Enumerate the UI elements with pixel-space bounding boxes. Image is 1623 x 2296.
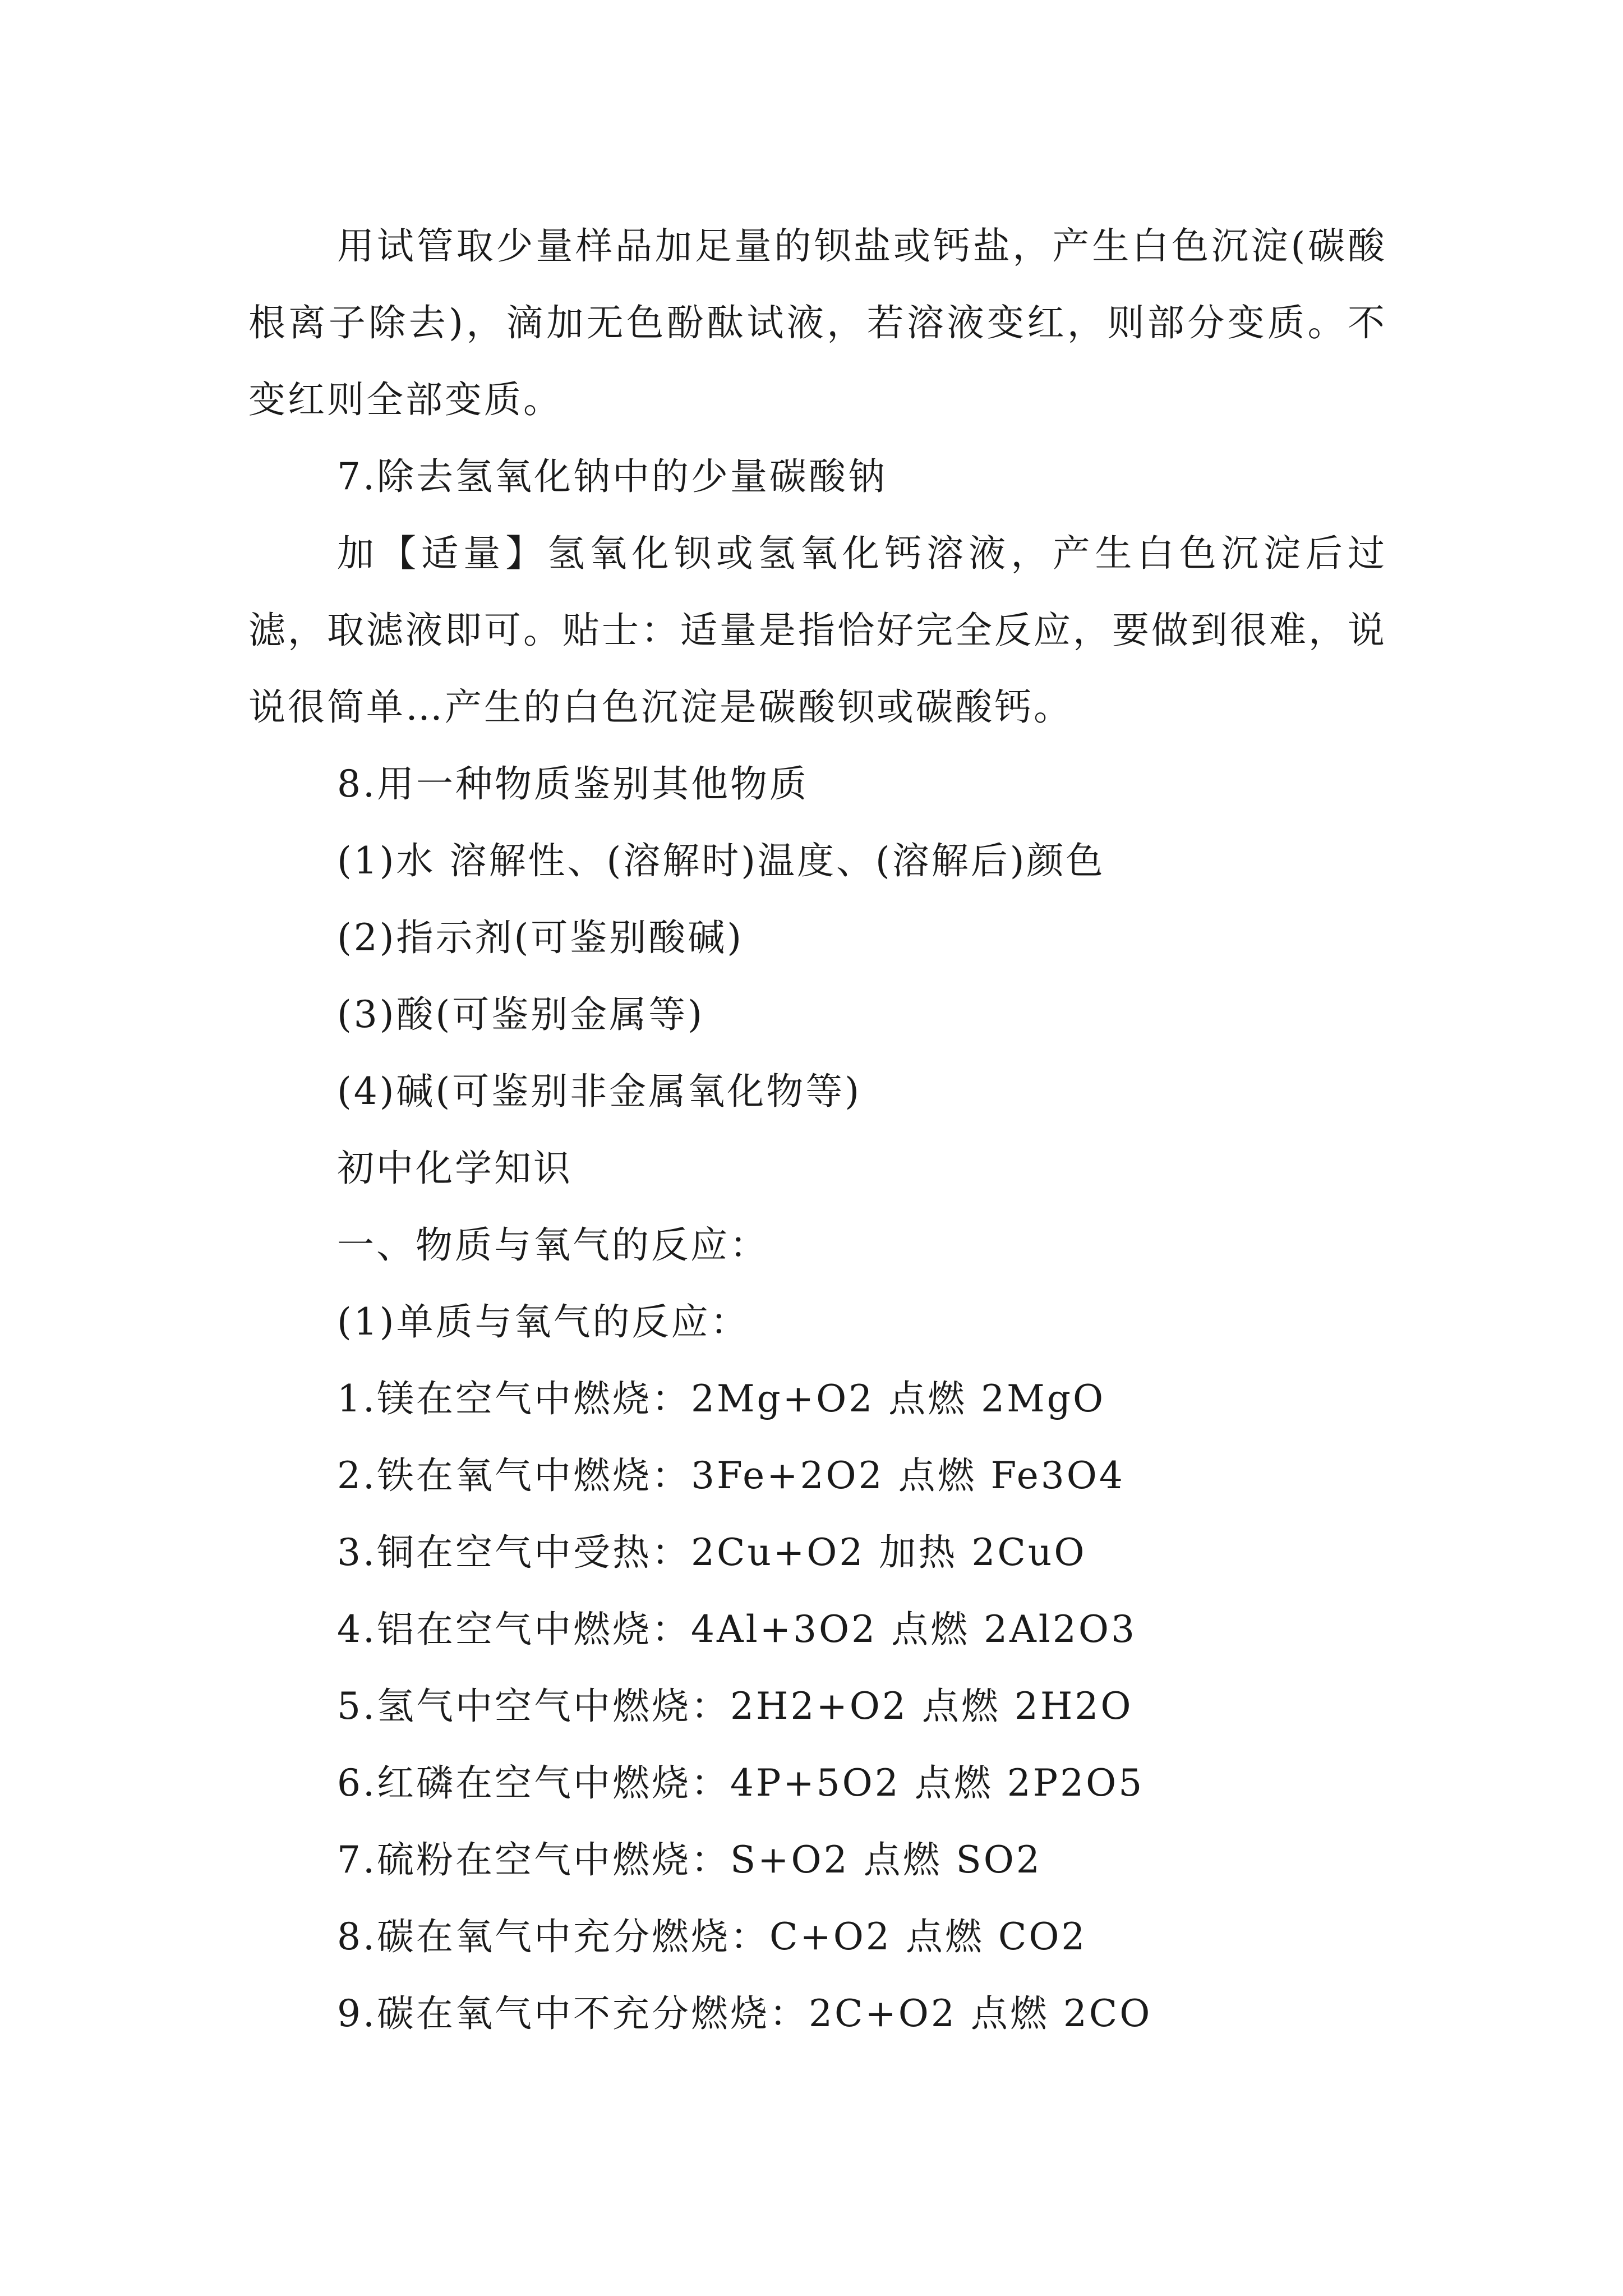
reaction-item: 5.氢气中空气中燃烧：2H2+O2 点燃 2H2O [337, 1685, 1133, 1728]
reaction-item: 9.碳在氧气中不充分燃烧：2C+O2 点燃 2CO [337, 1992, 1152, 2035]
reaction-item: 1.镁在空气中燃烧：2Mg+O2 点燃 2MgO [337, 1377, 1106, 1420]
reaction-item: 8.碳在氧气中充分燃烧：C+O2 点燃 CO2 [337, 1915, 1087, 1958]
reaction-item: 7.硫粉在空气中燃烧：S+O2 点燃 SO2 [337, 1838, 1042, 1881]
document-body [248, 208, 1387, 2052]
reaction-item: 3.铜在空气中受热：2Cu+O2 加热 2CuO [337, 1531, 1087, 1574]
reaction-item: 6.红磷在空气中燃烧：4P+5O2 点燃 2P2O5 [337, 1761, 1145, 1805]
subsection-heading-elements: (1)单质与氧气的反应： [337, 1300, 750, 1343]
section-heading-oxygen-reactions: 一、物质与氧气的反应： [337, 1223, 769, 1267]
list-item-water: (1)水 溶解性、(溶解时)温度、(溶解后)颜色 [337, 839, 1105, 882]
reaction-item: 2.铁在氧气中燃烧：3Fe+2O2 点燃 Fe3O4 [337, 1454, 1125, 1497]
paragraph-test-method: 用试管取少量样品加足量的钡盐或钙盐，产生白色沉淀(碳酸根离子除去)，滴加无色酚酞试液，若溶液变红，则部分变质。不变红则全部变质。 [248, 224, 1387, 421]
paragraph-remove-method: 加【适量】氢氧化钡或氢氧化钙溶液，产生白色沉淀后过滤，取滤液即可。贴士：适量是指恰好完全反应，要做到很难，说说很简单…产生的白色沉淀是碳酸钡或碳酸钙。 [248, 532, 1387, 729]
section-title: 初中化学知识 [337, 1147, 573, 1190]
heading-remove-sodium-carbonate: 7.除去氢氧化钠中的少量碳酸钠 [337, 455, 887, 498]
list-item-indicator: (2)指示剂(可鉴别酸碱) [337, 916, 744, 959]
heading-identify-substances: 8.用一种物质鉴别其他物质 [337, 762, 809, 806]
list-item-acid: (3)酸(可鉴别金属等) [337, 993, 704, 1036]
reaction-item: 4.铝在空气中燃烧：4Al+3O2 点燃 2Al2O3 [337, 1608, 1137, 1651]
list-item-base: (4)碱(可鉴别非金属氧化物等) [337, 1070, 861, 1113]
